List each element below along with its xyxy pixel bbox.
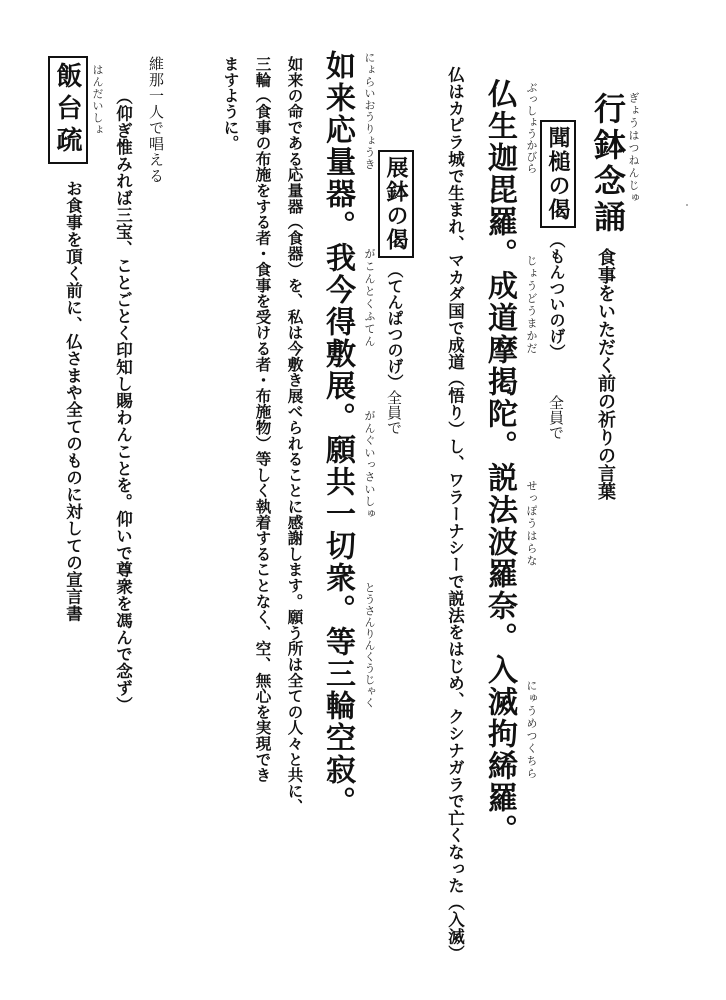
sutra1-text: 仏生迦毘羅。成道摩掲陀。説法波羅奈。入滅拘絺羅。 — [482, 78, 517, 846]
sutra2-ruby-3: がんぐいっさいしゅ — [363, 410, 376, 520]
sutra1-ruby-1: ぶっしょうかびら — [525, 82, 538, 174]
section2-explanation-3: ますように。 — [221, 56, 240, 151]
page-subtitle: 食事をいただく前の祈りの言葉 — [595, 248, 616, 500]
section2-heading: 展鉢の偈 — [383, 156, 408, 252]
sutra1-ruby-4: にゅうめつくちら — [525, 680, 538, 780]
section3-heading: 飯台疏 — [52, 62, 82, 158]
page-title: 行鉢念誦 — [589, 92, 627, 236]
sutra2-ruby-2: がこんとくふてん — [363, 248, 376, 348]
section2-explanation-1: 如来の命である応量器（食器）を、私は今敷き展べられることに感謝します。願う所は全ての人々と共に、 — [285, 56, 304, 815]
section2-who: 全員で — [385, 390, 403, 435]
speck-mark — [686, 204, 688, 206]
section3-explanation: お食事を頂く前に、仏さまや全てのものに対しての宣言書 — [63, 180, 83, 622]
section2-reading: （てんぱつのげ） — [385, 262, 404, 390]
sutra2-ruby-1: にょらいおうりょうき — [363, 52, 376, 170]
section1-who: 全員で — [547, 395, 565, 440]
title-ruby: ぎょうはつねんじゅ — [627, 92, 640, 205]
sutra1-ruby-3: せっぽうはらな — [525, 480, 538, 568]
section1-explanation: 仏はカピラ城で生まれ、マカダ国で成道（悟り）し、ワラーナシーで説法をはじめ、クシナガラで亡くなった（入滅） — [445, 66, 465, 962]
sutra2-ruby-4: とうさんりんくうじゃく — [363, 582, 376, 709]
sutra1-line — [482, 78, 517, 846]
section3-heading-ruby: はんだいしょ — [91, 64, 104, 136]
sutra2-line: 如来応量器。我今得敷展。願共一切衆。等三輪空寂。 — [320, 50, 355, 818]
section3-line: （仰ぎ惟みれば三宝、ことごとく印知し賜わんことを。仰いで尊衆を馮んで念ず） — [113, 88, 133, 714]
section1-reading: （もんついのげ） — [547, 232, 566, 360]
sutra1-ruby-2: じょうどうまかだ — [525, 255, 538, 355]
section3-leader: 維那一人で唱える — [147, 56, 165, 184]
section2-explanation-2: 三輪（食事の布施をする者・食事を受ける者・布施物）等しく執着することなく、空、無心を実現でき — [253, 56, 272, 783]
section1-heading: 聞槌の偈 — [545, 126, 570, 222]
